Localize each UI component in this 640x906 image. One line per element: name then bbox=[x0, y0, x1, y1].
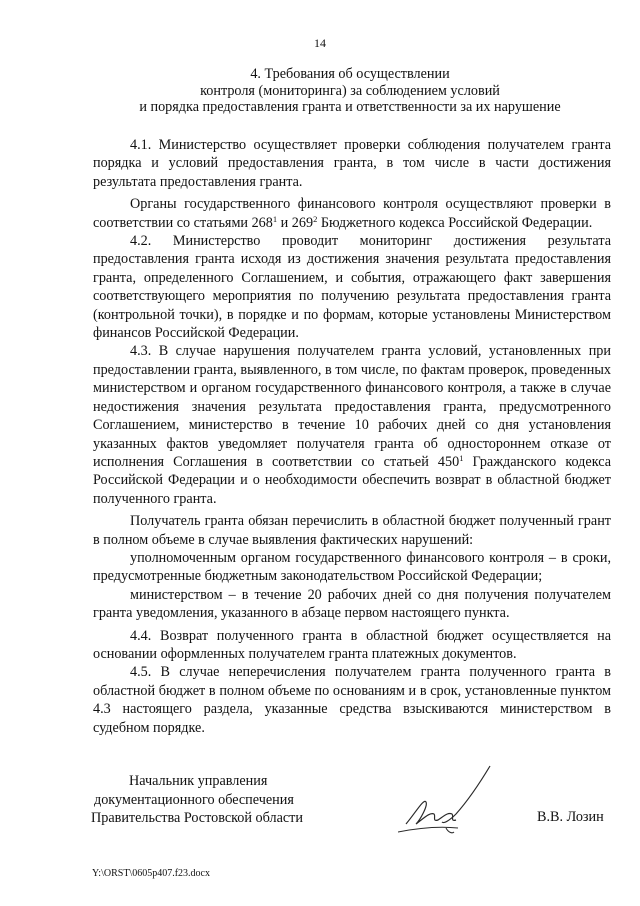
paragraph-4-3 bbox=[93, 342, 611, 508]
paragraph-4-4: 4.4. Возврат полученного гранта в областной бюджет осуществляется на основании оформленных получателем гранта платежных документов. bbox=[93, 627, 611, 662]
paragraph-text: и 269 bbox=[277, 214, 314, 231]
file-path: Y:\ORST\0605p407.f23.docx bbox=[92, 868, 210, 879]
paragraph-text: Бюджетного кодекса Российской Федерации. bbox=[317, 214, 593, 231]
handwritten-signature bbox=[398, 762, 508, 838]
signatory-title-line: документационного обеспечения bbox=[94, 791, 294, 808]
paragraph-text: Гражданского кодекса Российской Федерации и о необходимости обеспечить возврат в областной бюджет полученного гранта. bbox=[93, 453, 611, 507]
paragraph-4-2: 4.2. Министерство проводит мониторинг достижения результата предоставления гранта исходя из достижения значения результата предоставления гранта, определенного Соглашением, и события, отражающего факт завершения соответствующего мероприятия по получению результата предоставления гранта (контрольной точки), в порядке и по формам, которые установлены Министерством финансов Российской Федерации. bbox=[93, 233, 611, 342]
paragraph-ministry-deadline: министерством – в течение 20 рабочих дней со дня получения получателем гранта уведомления, указанного в абзаце первом настоящего пункта. bbox=[93, 586, 611, 622]
paragraph-control-bodies bbox=[93, 195, 611, 232]
heading-line: контроля (мониторинга) за соблюдением условий bbox=[200, 82, 500, 99]
footnote-superscript: 2 bbox=[313, 213, 318, 224]
signer-name: В.В. Лозин bbox=[537, 809, 604, 825]
signatory-title bbox=[91, 772, 303, 828]
paragraph-control-body-deadline: уполномоченным органом государственного финансового контроля – в сроки, предусмотренные бюджетным законодательством Российской Федерации; bbox=[93, 549, 611, 585]
page-number: 14 bbox=[314, 36, 326, 50]
paragraph-recipient-obligation: Получатель гранта обязан перечислить в областной бюджет полученный грант в полном объеме в случае выявления фактических нарушений: bbox=[93, 513, 611, 548]
footnote-superscript: 1 bbox=[459, 452, 464, 463]
paragraph-text: 4.3. В случае нарушения получателем гранта условий, установленных при предоставлении гранта, выявленного, в том числе, по фактам проверок, проведенных министерством и органом государственного финансового контроля, а также в случае недостижения значения результата предоставления гранта, предусмотренного Соглашением, министерство в течение 10 рабочих дней со дня установления указанных фактов уведомляет получателя гранта об одностороннем отказе от исполнения Соглашения в соответствии со статьей 450 bbox=[93, 343, 611, 470]
document-body bbox=[93, 136, 611, 737]
signatory-title-line: Начальник управления bbox=[129, 773, 268, 789]
paragraph-text: Органы государственного финансового контроля осуществляют проверки в соответствии со статьями 268 bbox=[93, 196, 611, 231]
signatory-title-line: Правительства Ростовской области bbox=[91, 810, 303, 826]
section-heading bbox=[60, 66, 640, 116]
paragraph-4-1: 4.1. Министерство осуществляет проверки соблюдения получателем гранта порядка и условий предоставления гранта, в том числе в части достижения результата предоставления гранта. bbox=[93, 137, 611, 190]
paragraph-4-5: 4.5. В случае неперечисления получателем гранта полученного гранта в областной бюджет в полном объеме по основаниям и в срок, установленные пунктом 4.3 настоящего раздела, указанные средства взыскиваются министерством в судебном порядке. bbox=[93, 664, 611, 736]
heading-line: 4. Требования об осуществлении bbox=[250, 66, 450, 82]
heading-line: и порядка предоставления гранта и ответственности за их нарушение bbox=[139, 99, 561, 115]
footnote-superscript: 1 bbox=[272, 213, 278, 224]
